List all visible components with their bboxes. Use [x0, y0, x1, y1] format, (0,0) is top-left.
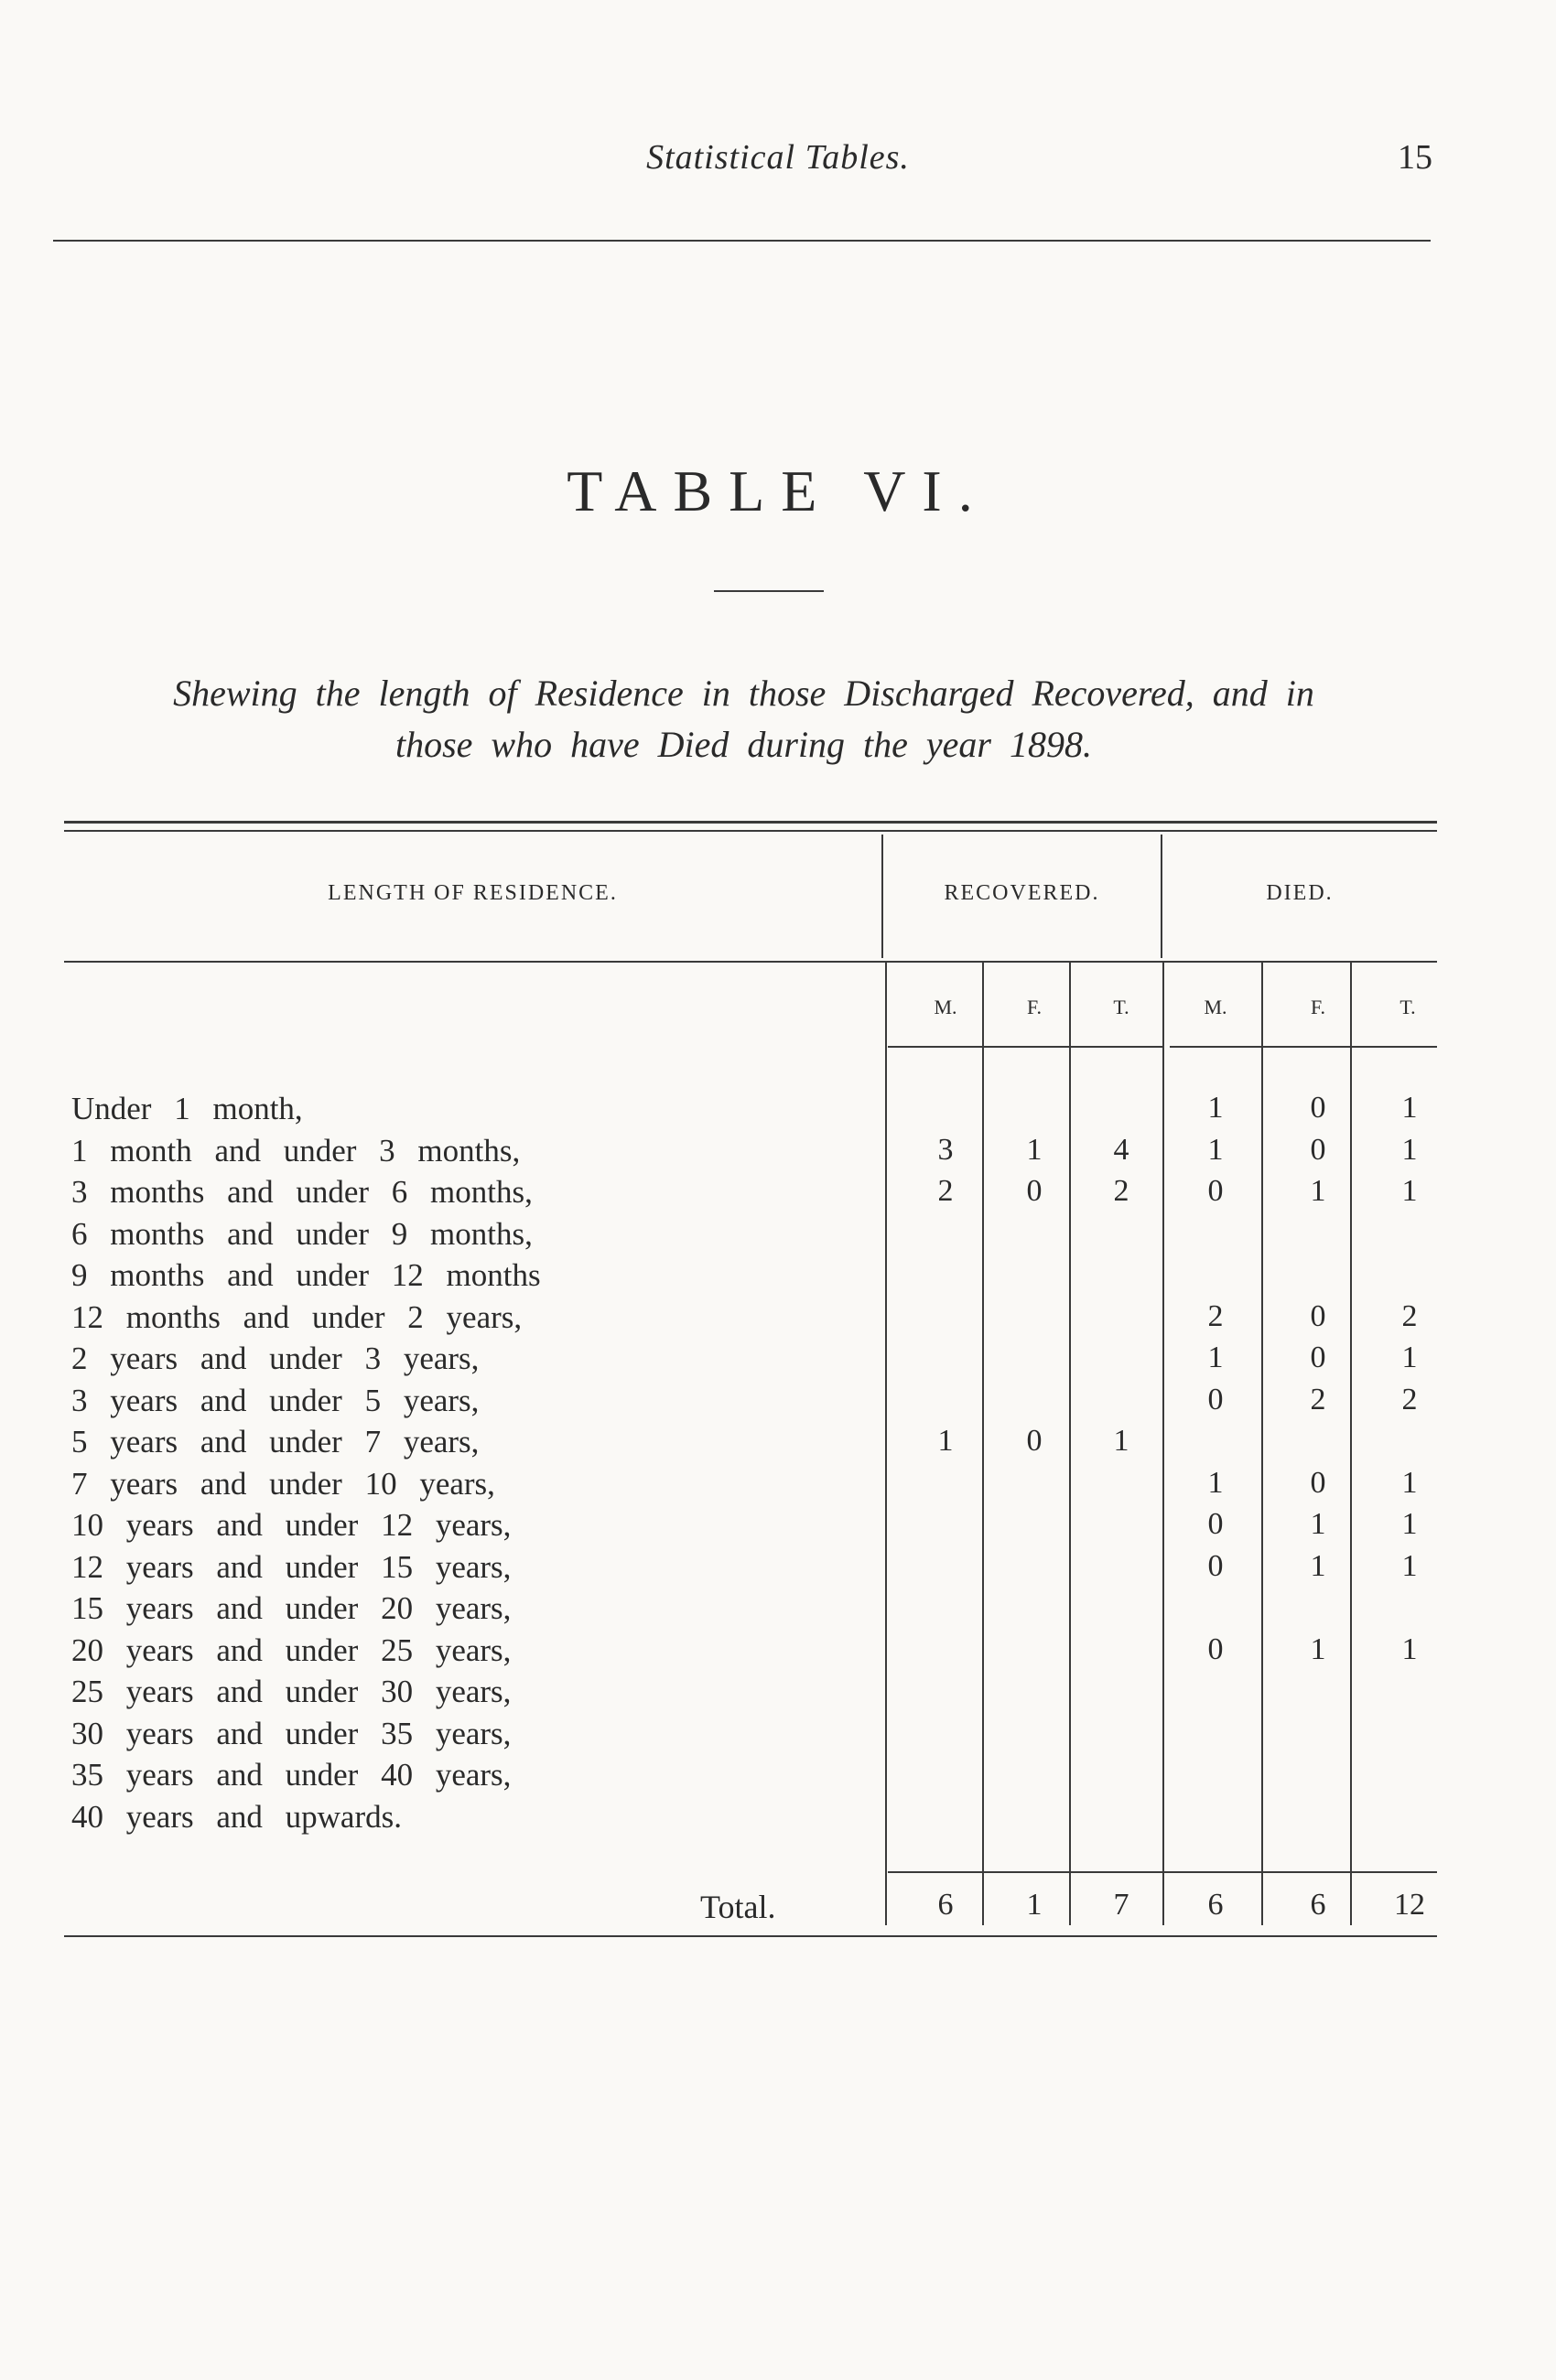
table-top-rule-1 — [64, 821, 1437, 824]
row-label: 3 years and under 5 years, — [71, 1383, 480, 1418]
total-died-m: 6 — [1207, 1888, 1224, 1922]
cell-died-f: 0 — [1310, 1299, 1326, 1333]
row-label: 2 years and under 3 years, — [71, 1341, 480, 1376]
row-label: 5 years and under 7 years, — [71, 1424, 480, 1459]
length-of-residence-header: LENGTH OF RESIDENCE. — [328, 881, 618, 905]
cell-died-t: 1 — [1401, 1091, 1418, 1125]
cell-died-f: 0 — [1310, 1341, 1326, 1374]
col-divider-2 — [982, 963, 984, 1925]
cell-died-t: 1 — [1401, 1466, 1418, 1500]
cell-died-t: 1 — [1401, 1507, 1418, 1541]
row-label: 10 years and under 12 years, — [71, 1507, 512, 1543]
cell-rec-m: 2 — [937, 1174, 954, 1208]
cell-died-t: 2 — [1401, 1299, 1418, 1333]
sub-header-rec-t: T. — [1113, 996, 1129, 1018]
cell-rec-f: 1 — [1026, 1133, 1043, 1167]
cell-died-f: 1 — [1310, 1549, 1326, 1583]
cell-died-f: 1 — [1310, 1174, 1326, 1208]
total-rec-f: 1 — [1026, 1888, 1043, 1922]
sub-header-rec-f: F. — [1027, 996, 1042, 1018]
cell-died-m: 0 — [1207, 1507, 1224, 1541]
cell-died-f: 1 — [1310, 1507, 1326, 1541]
col-divider-6 — [1350, 963, 1352, 1925]
col-divider-4 — [1162, 963, 1164, 1925]
cell-rec-t: 1 — [1113, 1424, 1129, 1458]
row-label: 40 years and upwards. — [71, 1799, 402, 1835]
cell-died-m: 0 — [1207, 1549, 1224, 1583]
page-number: 15 — [1398, 138, 1432, 177]
sub-header-died-t: T. — [1399, 996, 1416, 1018]
row-label: 30 years and under 35 years, — [71, 1716, 512, 1751]
row-label: 35 years and under 40 years, — [71, 1757, 512, 1793]
table-title: TABLE VI. — [567, 458, 989, 523]
cell-died-m: 1 — [1207, 1091, 1224, 1125]
col-divider-3 — [1069, 963, 1071, 1925]
cell-died-t: 1 — [1401, 1174, 1418, 1208]
sub-header-rec-m: M. — [934, 996, 957, 1018]
row-label: 6 months and under 9 months, — [71, 1216, 533, 1252]
cell-died-m: 0 — [1207, 1632, 1224, 1666]
row-label: 25 years and under 30 years, — [71, 1674, 512, 1709]
sub-header-rule-died — [1170, 1046, 1437, 1048]
subtitle-line-2: those who have Died during the year 1898. — [395, 724, 1092, 765]
row-label: 20 years and under 25 years, — [71, 1632, 512, 1668]
col-divider-5 — [1261, 963, 1263, 1925]
running-title: Statistical Tables. — [646, 138, 910, 177]
cell-rec-f: 0 — [1026, 1174, 1043, 1208]
cell-died-m: 0 — [1207, 1174, 1224, 1208]
row-label: 12 years and under 15 years, — [71, 1549, 512, 1585]
cell-died-f: 0 — [1310, 1466, 1326, 1500]
cell-died-f: 1 — [1310, 1632, 1326, 1666]
table-subtitle — [50, 668, 1437, 770]
cell-rec-m: 1 — [937, 1424, 954, 1458]
running-head — [0, 137, 1556, 192]
cell-died-m: 2 — [1207, 1299, 1224, 1333]
col-divider-1 — [885, 963, 887, 1925]
row-label: 1 month and under 3 months, — [71, 1133, 521, 1168]
cell-rec-m: 3 — [937, 1133, 954, 1167]
total-rec-t: 7 — [1113, 1888, 1129, 1922]
row-label: 12 months and under 2 years, — [71, 1299, 523, 1335]
row-label: 7 years and under 10 years, — [71, 1466, 495, 1502]
row-label: 15 years and under 20 years, — [71, 1590, 512, 1626]
cell-died-m: 1 — [1207, 1466, 1224, 1500]
cell-died-t: 1 — [1401, 1632, 1418, 1666]
died-header: DIED. — [1266, 881, 1334, 905]
cell-died-f: 0 — [1310, 1133, 1326, 1167]
total-rec-m: 6 — [937, 1888, 954, 1922]
cell-died-f: 2 — [1310, 1383, 1326, 1416]
subtitle-line-1: Shewing the length of Residence in those Discharged Recovered, and in — [173, 673, 1314, 714]
table-top-rule-2 — [64, 830, 1437, 832]
header-rule — [64, 961, 1437, 963]
cell-rec-t: 2 — [1113, 1174, 1129, 1208]
cell-died-m: 1 — [1207, 1341, 1224, 1374]
total-died-t: 12 — [1394, 1888, 1425, 1922]
cell-rec-t: 4 — [1113, 1133, 1129, 1167]
cell-died-t: 1 — [1401, 1133, 1418, 1167]
total-label: Total. — [700, 1889, 776, 1925]
total-rule-top — [888, 1871, 1437, 1873]
cell-died-f: 0 — [1310, 1091, 1326, 1125]
row-label: 3 months and under 6 months, — [71, 1174, 533, 1210]
recovered-header: RECOVERED. — [944, 881, 1100, 905]
total-died-f: 6 — [1310, 1888, 1326, 1922]
cell-died-m: 1 — [1207, 1133, 1224, 1167]
table-bottom-rule — [64, 1935, 1437, 1937]
cell-rec-f: 0 — [1026, 1424, 1043, 1458]
cell-died-t: 2 — [1401, 1383, 1418, 1416]
sub-header-rule-recovered — [888, 1046, 1162, 1048]
head-rule — [53, 240, 1431, 242]
sub-header-died-f: F. — [1311, 996, 1325, 1018]
cell-died-m: 0 — [1207, 1383, 1224, 1416]
row-label: 9 months and under 12 months — [71, 1257, 541, 1293]
sub-header-died-m: M. — [1204, 996, 1227, 1018]
title-underline — [714, 590, 824, 592]
cell-died-t: 1 — [1401, 1341, 1418, 1374]
cell-died-t: 1 — [1401, 1549, 1418, 1583]
row-label: Under 1 month, — [71, 1091, 303, 1126]
